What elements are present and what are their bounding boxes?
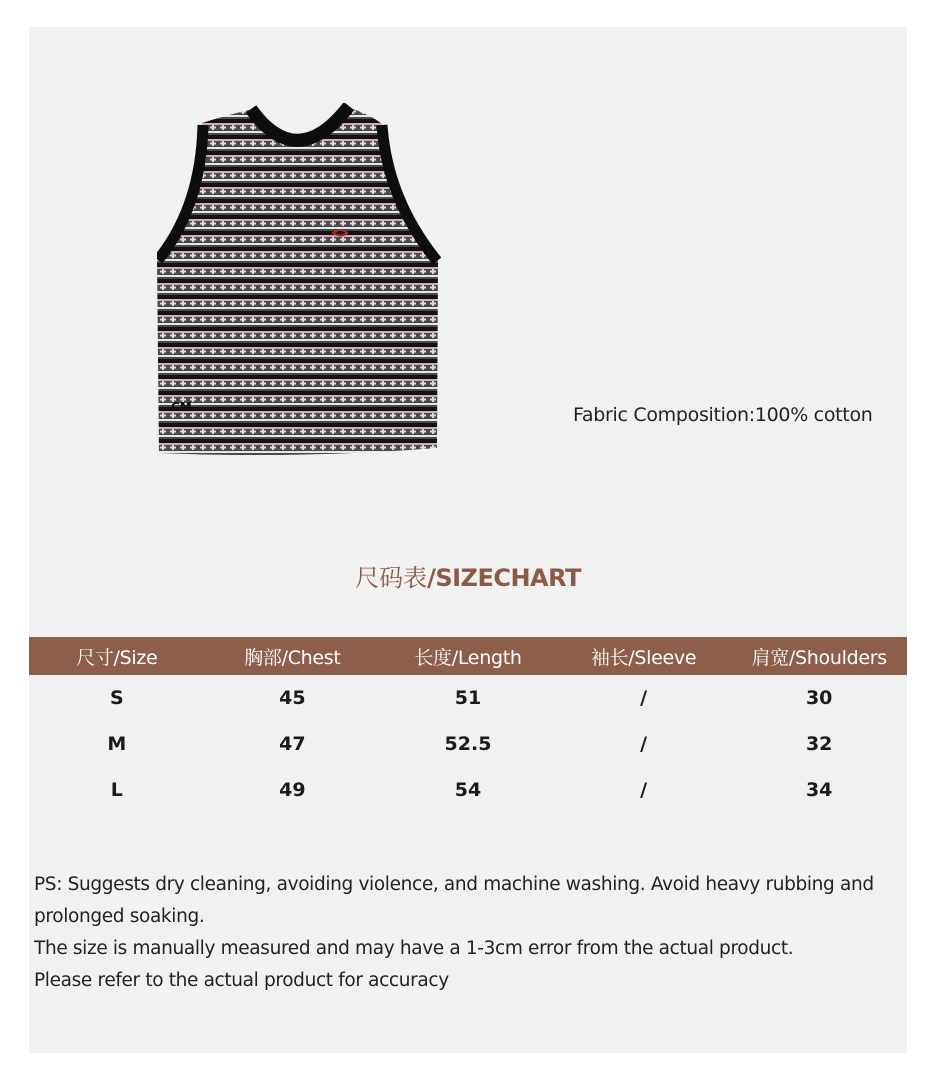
fabric-composition: Fabric Composition:100% cotton [573,404,873,426]
cell-chest: 47 [279,733,306,755]
cell-chest: 49 [279,779,306,801]
table-row [29,721,907,767]
header-chest: 胸部/Chest [244,646,341,669]
svg-text:CM: CM [171,400,192,414]
cell-shoulders: 32 [805,733,833,755]
cell-length: 54 [454,779,482,801]
cell-shoulders: 34 [805,779,833,801]
size-chart-title-cn: 尺码表 [355,564,428,592]
accuracy-note: Please refer to the actual product for accuracy [34,970,449,991]
cell-size: L [110,779,123,801]
care-notes [34,869,904,997]
header-size: 尺寸/Size [76,646,158,669]
size-table [29,637,907,813]
cell-chest: 45 [279,687,306,709]
cell-size: M [107,733,127,755]
cell-shoulders: 30 [805,687,833,709]
size-chart-title [0,558,936,593]
cell-length: 51 [454,687,482,709]
cell-length: 52.5 [444,733,492,755]
product-image [157,103,441,455]
header-sleeve: 袖长/Sleeve [590,646,697,669]
care-note: PS: Suggests dry cleaning, avoiding violence, and machine washing. Avoid heavy rubbing and prolonged soaking. [34,874,874,927]
size-chart-title-separator: / [427,564,436,592]
cell-sleeve: / [640,779,648,801]
size-chart-title-en: SIZECHART [435,564,581,592]
cell-size: S [109,687,124,709]
size-note: The size is manually measured and may have a 1-3cm error from the actual product. [34,938,794,959]
header-shoulders: 肩宽/Shoulders [751,646,887,669]
table-row [29,767,907,813]
size-table-header [29,637,907,675]
cell-sleeve: / [640,733,648,755]
header-length: 长度/Length [414,646,522,669]
cell-sleeve: / [640,687,648,709]
table-row [29,675,907,721]
